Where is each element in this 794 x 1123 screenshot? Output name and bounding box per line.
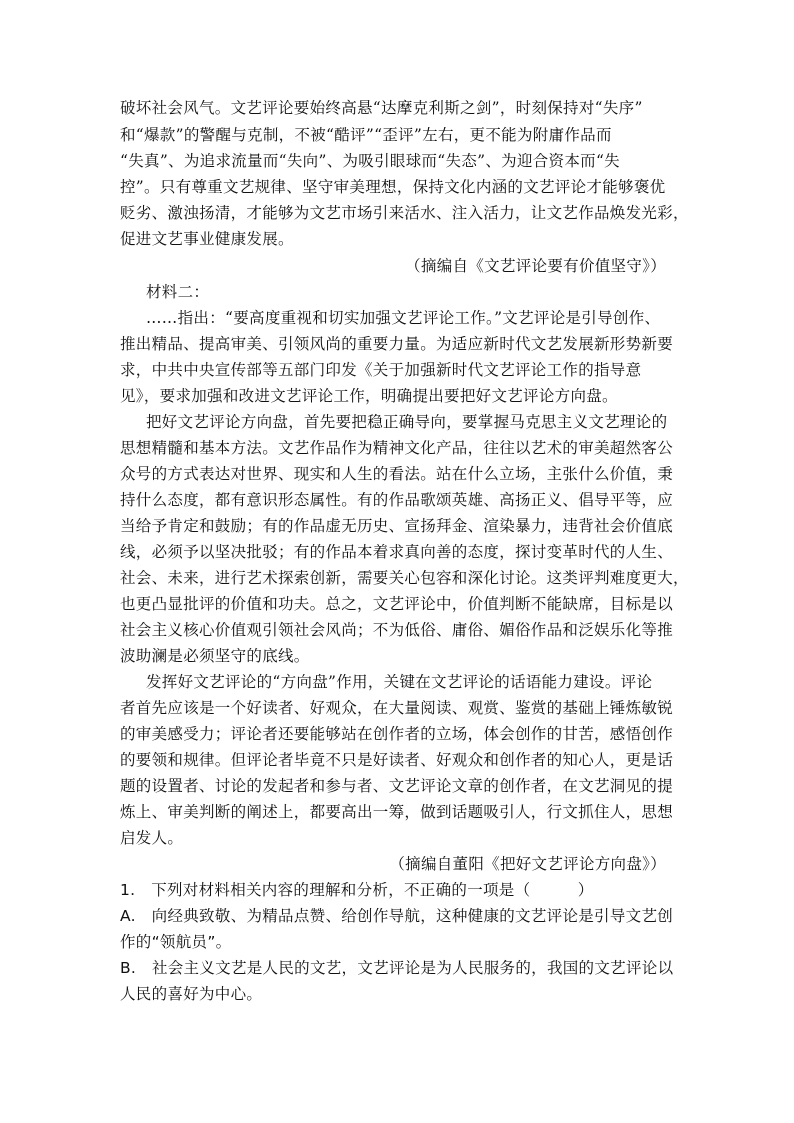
material-heading: 材料二： — [146, 283, 210, 301]
text-line: 持什么态度，都有意识形态属性。有的作品歌颂英雄、高扬正义、倡导平等，应 — [120, 491, 674, 509]
text-line: 思想精髓和基本方法。文艺作品作为精神文化产品，往往以艺术的审美超然客公 — [120, 439, 674, 457]
text-line: 见》，要求加强和改进文艺评论工作，明确提出要把好文艺评论方向盘。 — [120, 387, 618, 405]
text-line: 求，中共中央宣传部等五部门印发《关于加强新时代文艺评论工作的指导意 — [120, 361, 642, 379]
text-line: 社会主义核心价值观引领社会风尚；不为低俗、庸俗、媚俗作品和泛娱乐化等推 — [120, 621, 674, 639]
text-line: 炼上、审美判断的阐述上，都要高出一筹，做到话题吸引人，行文抓住人，思想 — [120, 803, 674, 821]
text-line: 和“爆款”的警醒与克制，不被“酷评”“歪评”左右，更不能为附庸作品而 — [120, 126, 612, 144]
text-line: ……指出：“要高度重视和切实加强文艺评论工作。”文艺评论是引导创作、 — [146, 309, 661, 327]
text-line: 控”。只有尊重文艺规律、坚守审美理想，保持文化内涵的文艺评论才能够褒优 — [120, 178, 666, 196]
option-b-line: B. 社会主义文艺是人民的文艺，文艺评论是为人民服务的，我国的文艺评论以 — [120, 959, 674, 977]
text-line: 推出精品、提高审美、引领风尚的重要力量。为适应新时代文艺发展新形势新要 — [120, 335, 674, 353]
source-citation: （摘编自董阳《把好文艺评论方向盘》） — [389, 855, 666, 873]
source-citation: （摘编自《文艺评论要有价值坚守》） — [405, 257, 666, 275]
text-line: 线，必须予以坚决批驳；有的作品本着求真向善的态度，探讨变革时代的人生、 — [120, 543, 674, 561]
text-line: 促进文艺事业健康发展。 — [120, 230, 294, 248]
text-line: 的要领和规律。但评论者毕竟不只是好读者、好观众和创作者的知心人，更是话 — [120, 751, 674, 769]
text-line: 者首先应该是一个好读者、好观众，在大量阅读、观赏、鉴赏的基础上锤炼敏锐 — [120, 699, 674, 717]
text-line: 启发人。 — [120, 829, 184, 847]
text-line: 贬劣、激浊扬清，才能够为文艺市场引来活水、注入活力，让文艺作品焕发光彩， — [120, 204, 689, 222]
text-line: 发挥好文艺评论的“方向盘”作用，关键在文艺评论的话语能力建设。评论 — [146, 673, 653, 691]
text-line: 破坏社会风气。文艺评论要始终高悬“达摩克利斯之剑”，时刻保持对“失序” — [120, 99, 643, 117]
text-line: 的审美感受力；评论者还要能够站在创作者的立场，体会创作的甘苦，感悟创作 — [120, 725, 674, 743]
text-line: 也更凸显批评的价值和功夫。总之，文艺评论中，价值判断不能缺席，目标是以 — [120, 595, 674, 613]
text-line: “失真”、为追求流量而“失向”、为吸引眼球而“失态”、为迎合资本而“失 — [120, 152, 620, 170]
text-line: 社会、未来，进行艺术探索创新，需要关心包容和深化讨论。这类评判难度更大， — [120, 569, 689, 587]
text-line: 波助澜是必须坚守的底线。 — [120, 647, 310, 665]
option-a-line: A. 向经典致敬、为精品点赞、给创作导航，这种健康的文艺评论是引导文艺创 — [120, 907, 674, 925]
option-b-line: 人民的喜好为中心。 — [120, 985, 263, 1003]
text-line: 当给予肯定和鼓励；有的作品虚无历史、宣扬拜金、渲染暴力，违背社会价值底 — [120, 517, 674, 535]
text-line: 众号的方式表达对世界、现实和人生的看法。站在什么立场，主张什么价值，秉 — [120, 465, 674, 483]
text-line: 题的设置者、讨论的发起者和参与者、文艺评论文章的创作者，在文艺洞见的提 — [120, 777, 674, 795]
text-line: 把好文艺评论方向盘，首先要把稳正确导向，要掌握马克思主义文艺理论的 — [146, 413, 668, 431]
question-stem: 1. 下列对材料相关内容的理解和分析，不正确的一项是（ ） — [120, 881, 594, 899]
option-a-line: 作的“领航员”。 — [120, 933, 232, 951]
